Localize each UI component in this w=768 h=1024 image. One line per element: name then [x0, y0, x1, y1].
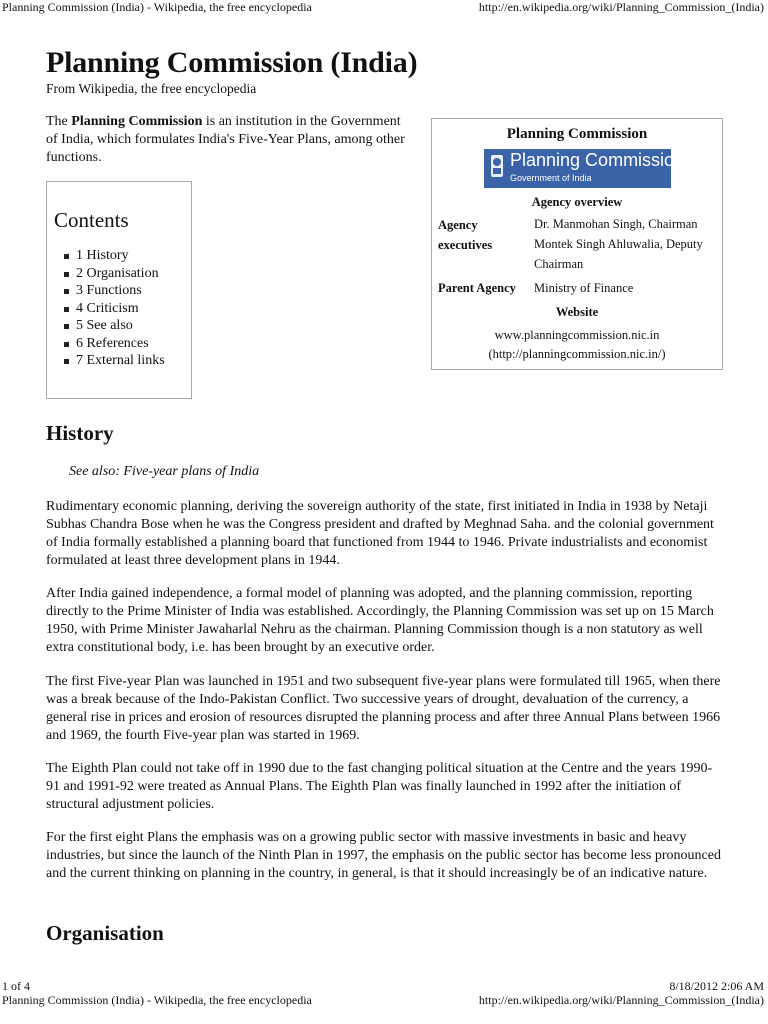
page-number: 1 of 4: [2, 979, 30, 993]
executives-value: [534, 214, 720, 274]
toc-item-functions[interactable]: 3 Functions: [76, 282, 191, 300]
toc-item-see-also[interactable]: 5 See also: [76, 317, 191, 335]
logo-line2: Government of India: [510, 173, 592, 183]
logo-line1: Planning Commission: [510, 150, 685, 170]
website-heading: Website: [555, 305, 599, 319]
executives-label-line1: Agency: [438, 218, 478, 232]
page-title: Planning Commission (India): [46, 46, 418, 79]
history-paragraph-5: For the first eight Plans the emphasis was on a growing public sector with massive investments in basic and heavy industries, but since the launch of the Ninth Plan in 1997, the emphasis on the public sector has become less pronounced and the current thinking on planning in the country, in general, is that it should increasingly be of an indicative nature.: [46, 830, 721, 881]
executives-label-line2: executives: [438, 238, 493, 252]
planning-commission-logo: [484, 149, 685, 188]
print-footer-title: Planning Commission (India) - Wikipedia, the free encyclopedia: [2, 993, 312, 1007]
website-url: (http://planningcommission.nic.in/): [488, 347, 666, 361]
toc-item-references[interactable]: 6 References: [76, 335, 191, 353]
toc-item-organisation[interactable]: 2 Organisation: [76, 265, 191, 283]
parent-agency-label: Parent Agency: [438, 281, 516, 295]
see-also-note[interactable]: See also: Five-year plans of India: [69, 464, 260, 479]
history-paragraph-3: The first Five-year Plan was launched in 1951 and two subsequent five-year plans were formulated till 1965, when there was a break because of the Indo-Pakistan Conflict. Two successive years of drought, devaluation of the currency, a general rise in prices and erosion of resources disrupted the planning process and after three Annual Plans between 1966 and 1969, the fourth Five-year plan was started in 1969.: [46, 674, 721, 743]
website-link[interactable]: www.planningcommission.nic.in: [494, 328, 660, 342]
executive-deputy[interactable]: Montek Singh Ahluwalia, Deputy Chairman: [534, 237, 703, 271]
toc-list: [54, 247, 191, 370]
history-paragraph-4: The Eighth Plan could not take off in 1990 due to the fast changing political situation at the Centre and the years 1990-91 and 1991-92 were treated as Annual Plans. The Eighth Plan was finally launched in 1992 after the initiation of structural adjustment policies.: [46, 761, 713, 812]
history-paragraph-2: After India gained independence, a formal model of planning was adopted, and the planning commission, reporting directly to the Prime Minister of India was established. Accordingly, the Planning Commission was set up on 15 March 1950, with Prime Minister Jawaharlal Nehru as the chairman. Planning Commission though is a non statutory as well extra constitutional body, i.e. has been brought by an executive order.: [46, 586, 714, 655]
toc-item-criticism[interactable]: 4 Criticism: [76, 300, 191, 318]
agency-overview-heading: Agency overview: [531, 195, 623, 209]
print-header-url: http://en.wikipedia.org/wiki/Planning_Commission_(India): [478, 0, 764, 14]
toc-item-history[interactable]: 1 History: [76, 247, 191, 265]
intro-paragraph: [46, 113, 406, 167]
print-header-title: Planning Commission (India) - Wikipedia, the free encyclopedia: [2, 0, 312, 14]
page-subtitle: From Wikipedia, the free encyclopedia: [46, 81, 257, 96]
intro-bold-term: Planning Commission: [71, 114, 203, 129]
infobox: [431, 118, 723, 370]
intro-pre: The: [46, 114, 72, 129]
toc-title: Contents: [54, 208, 129, 232]
print-timestamp: 8/18/2012 2:06 AM: [669, 979, 764, 993]
parent-agency-value[interactable]: Ministry of Finance: [534, 281, 634, 295]
emblem-icon: [488, 153, 506, 181]
organisation-heading: Organisation: [46, 921, 164, 945]
print-header: [0, 0, 768, 16]
toc-item-external-links[interactable]: 7 External links: [76, 352, 191, 370]
executive-chairman[interactable]: Dr. Manmohan Singh, Chairman: [534, 217, 698, 231]
intro-post: is an institution in the Government of India, which formulates India's Five-Year Plans, among other functions.: [46, 114, 405, 165]
history-paragraph-1: Rudimentary economic planning, deriving the sovereign authority of the state, first initiated in India in 1938 by Netaji Subhas Chandra Bose when he was the Congress president and drafted by Meghnad Saha. and the colonial government of India formally established a planning board that functioned from 1944 to 1946. Private industrialists and economist formulated at least three development plans in 1944.: [46, 499, 714, 568]
history-heading: History: [46, 421, 114, 445]
executives-label: [438, 215, 492, 255]
print-footer-url: http://en.wikipedia.org/wiki/Planning_Commission_(India): [478, 993, 764, 1007]
infobox-title: Planning Commission: [506, 126, 648, 142]
table-of-contents: [46, 181, 192, 399]
